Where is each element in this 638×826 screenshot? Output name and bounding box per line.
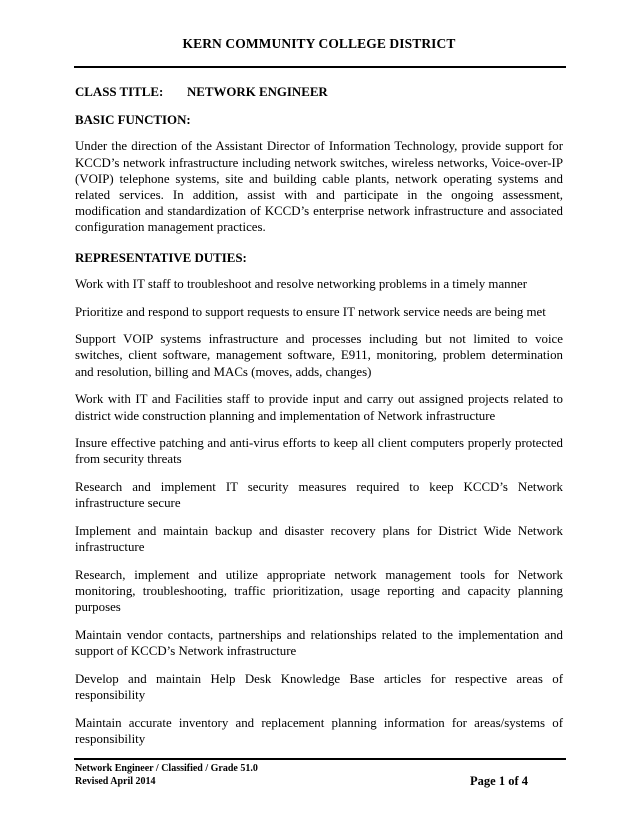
duty-item: Work with IT and Facilities staff to provide input and carry out assigned projects related to district wide construction planning and implementation of Network infrastructure <box>75 392 563 423</box>
basic-function-heading: BASIC FUNCTION: <box>75 113 191 128</box>
footer-revised-date: Revised April 2014 <box>75 776 156 787</box>
duties-list <box>75 276 563 747</box>
district-header: KERN COMMUNITY COLLEGE DISTRICT <box>182 36 456 51</box>
duty-item: Support VOIP systems infrastructure and processes including but not limited to voice switches, client software, management software, E911, monitoring, problem determination and resolution, billing and MACs (moves, adds, changes) <box>75 332 563 379</box>
footer-rule <box>74 758 566 760</box>
class-title-row <box>75 84 563 100</box>
duty-item: Research and implement IT security measures required to keep KCCD’s Network infrastructure secure <box>75 480 563 511</box>
class-title-label: CLASS TITLE: <box>75 85 164 99</box>
class-title-value: NETWORK ENGINEER <box>187 85 328 99</box>
duty-item: Work with IT staff to troubleshoot and resolve networking problems in a timely manner <box>75 276 528 291</box>
duty-item: Prioritize and respond to support requests to ensure IT network service needs are being met <box>75 304 546 319</box>
duty-item: Insure effective patching and anti-virus efforts to keep all client computers properly protected from security threats <box>75 436 563 467</box>
duty-item: Maintain accurate inventory and replacement planning information for areas/systems of responsibility <box>75 715 563 747</box>
document-body <box>75 84 563 759</box>
duty-item: Research, implement and utilize appropriate network management tools for Network monitoring, troubleshooting, traffic prioritization, usage reporting and capacity planning purposes <box>75 567 563 615</box>
page-footer <box>75 762 565 788</box>
page-number: Page 1 of 4 <box>470 774 528 788</box>
header-rule <box>74 66 566 68</box>
duty-item: Implement and maintain backup and disaster recovery plans for District Wide Network infrastructure <box>75 524 563 555</box>
basic-function-text: Under the direction of the Assistant Director of Information Technology, provide support for KCCD’s network infrastructure including network switches, wireless networks, Voice-over-IP (VOIP) telephone systems, site and building cable plants, network operating systems and related services. In addition, assist with and participate in the ongoing assessment, modification and standardization of KCCD’s enterprise network infrastructure and associated configuration management practices. <box>75 139 563 235</box>
duties-heading: REPRESENTATIVE DUTIES: <box>75 250 247 265</box>
footer-classification: Network Engineer / Classified / Grade 51.0 <box>75 763 258 774</box>
duty-item: Develop and maintain Help Desk Knowledge Base articles for respective areas of responsibility <box>75 671 563 703</box>
duty-item: Maintain vendor contacts, partnerships and relationships related to the implementation and support of KCCD’s Network infrastructure <box>75 628 563 659</box>
